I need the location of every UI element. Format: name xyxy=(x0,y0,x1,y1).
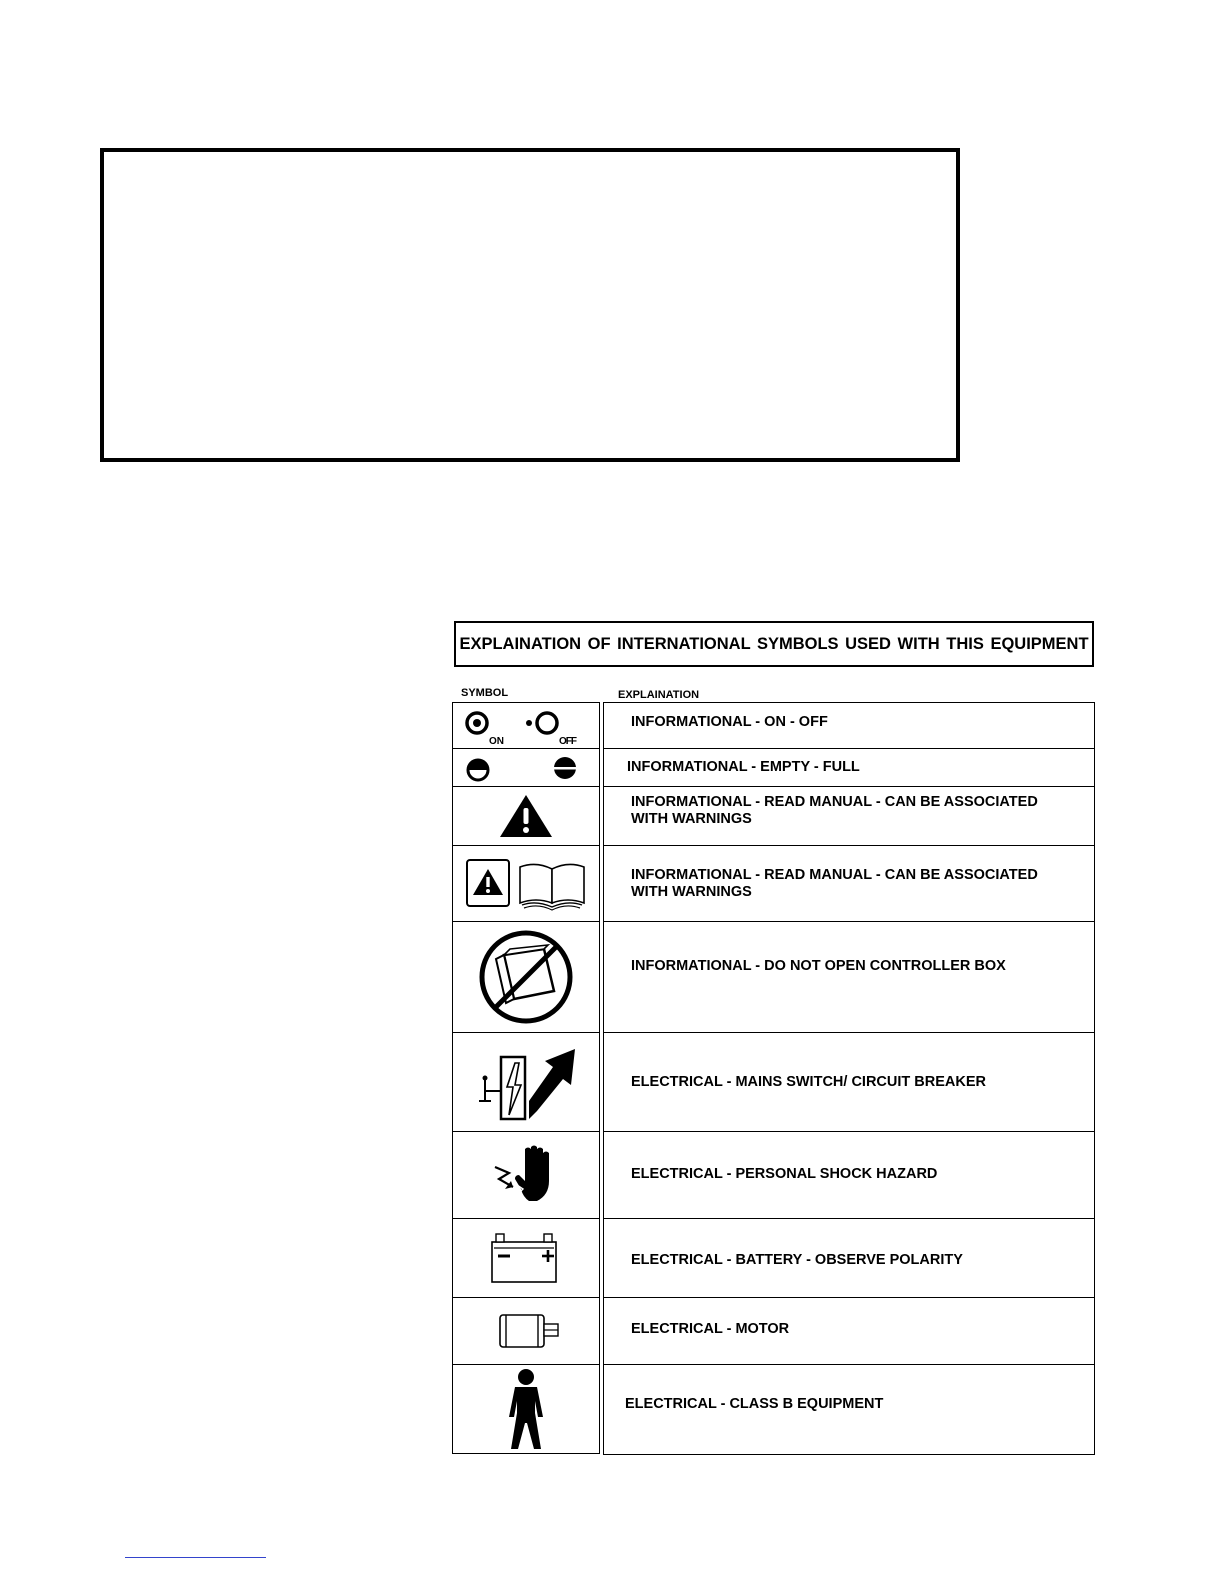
symbol-cell xyxy=(452,1218,600,1297)
on-label: ON xyxy=(489,736,504,747)
motor-icon xyxy=(486,1309,566,1353)
symbol-cell xyxy=(452,786,600,845)
explanation-cell: ELECTRICAL - PERSONAL SHOCK HAZARD xyxy=(631,1166,938,1182)
explanation-cell: ELECTRICAL - MOTOR xyxy=(631,1321,790,1337)
explanation-cell: ELECTRICAL - CLASS B EQUIPMENT xyxy=(625,1395,884,1412)
bottom-rule xyxy=(125,1557,266,1558)
symbol-cell xyxy=(452,845,600,921)
explanation-cell: ELECTRICAL - BATTERY - OBSERVE POLARITY xyxy=(631,1252,963,1268)
explanation-cell: INFORMATIONAL - READ MANUAL - CAN BE ASSOCIATED WITH WARNINGS xyxy=(631,867,1038,900)
warning-triangle-icon xyxy=(496,791,556,841)
symbol-cell xyxy=(452,1297,600,1364)
on-off-icon xyxy=(461,703,591,747)
explanation-cell: INFORMATIONAL - DO NOT OPEN CONTROLLER BOX xyxy=(631,957,1006,974)
symbol-cell xyxy=(452,1364,600,1454)
explanation-cell: INFORMATIONAL - EMPTY - FULL xyxy=(627,758,860,775)
person-icon xyxy=(501,1367,551,1451)
symbol-cell xyxy=(452,921,600,1032)
symbol-cell xyxy=(452,748,600,786)
off-label: OFF xyxy=(559,736,576,747)
warning-manual-icon xyxy=(464,855,588,911)
symbol-column-header: SYMBOL xyxy=(461,687,509,699)
empty-full-icon xyxy=(461,749,591,785)
explanation-cell: INFORMATIONAL - ON - OFF xyxy=(631,713,828,730)
explanation-cell: ELECTRICAL - MAINS SWITCH/ CIRCUIT BREAKER xyxy=(631,1074,986,1090)
notice-box xyxy=(100,148,960,462)
symbols-table-title: EXPLAINATION OF INTERNATIONAL SYMBOLS USED WITH THIS EQUIPMENT xyxy=(454,621,1094,667)
symbol-cell xyxy=(452,1032,600,1131)
battery-icon xyxy=(486,1228,566,1288)
explanation-column-header: EXPLAINATION xyxy=(618,689,700,701)
symbol-cell xyxy=(452,702,600,748)
no-open-box-icon xyxy=(476,927,576,1027)
shock-hazard-icon xyxy=(491,1145,561,1205)
explanation-cell: INFORMATIONAL - READ MANUAL - CAN BE ASSOCIATED WITH WARNINGS xyxy=(631,794,1038,827)
mains-switch-icon xyxy=(471,1039,581,1125)
symbol-cell xyxy=(452,1131,600,1218)
